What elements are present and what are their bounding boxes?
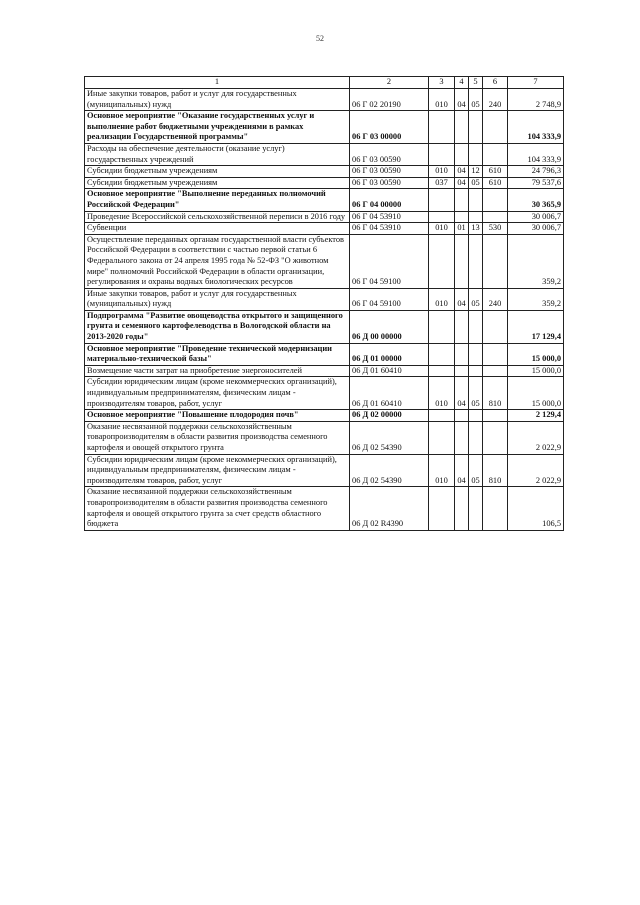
cell-expense-type xyxy=(483,343,508,365)
cell-expense-type xyxy=(483,189,508,211)
cell-target-code: 06 Г 03 00590 xyxy=(350,143,429,165)
cell-target-code: 06 Д 02 54390 xyxy=(350,421,429,454)
cell-target-code: 06 Д 01 00000 xyxy=(350,343,429,365)
table-body xyxy=(85,89,564,531)
cell-name: Осуществление переданных органам государственной власти субъектов Российской Федерации в соответствии с частью первой статьи 6 Федерального закона от 24 апреля 1995 года № 52-ФЗ "О животном мире" полномочий Российской Федерации в области организации, регулирования и охраны водных биологических ресурсов xyxy=(85,234,350,288)
cell-ministry-code xyxy=(429,310,455,343)
cell-section: 04 xyxy=(455,454,469,487)
cell-name: Субсидии бюджетным учреждениям xyxy=(85,166,350,178)
cell-amount: 17 129,4 xyxy=(508,310,564,343)
cell-subsection xyxy=(469,310,483,343)
header-cell-subsection: 5 xyxy=(469,77,483,89)
table-row xyxy=(85,166,564,178)
table-row xyxy=(85,487,564,530)
cell-target-code: 06 Д 01 60410 xyxy=(350,377,429,410)
cell-expense-type xyxy=(483,410,508,422)
cell-expense-type: 610 xyxy=(483,177,508,189)
cell-subsection: 05 xyxy=(469,377,483,410)
header-cell-name: 1 xyxy=(85,77,350,89)
cell-target-code: 06 Г 04 59100 xyxy=(350,234,429,288)
cell-amount: 15 000,0 xyxy=(508,377,564,410)
cell-target-code: 06 Д 02 R4390 xyxy=(350,487,429,530)
cell-section xyxy=(455,343,469,365)
cell-amount: 2 022,9 xyxy=(508,421,564,454)
cell-section xyxy=(455,310,469,343)
cell-section xyxy=(455,143,469,165)
cell-subsection xyxy=(469,365,483,377)
table-row xyxy=(85,111,564,144)
cell-amount: 359,2 xyxy=(508,234,564,288)
cell-subsection: 13 xyxy=(469,223,483,235)
cell-name: Субсидии юридическим лицам (кроме некоммерческих организаций), индивидуальным предпринимателям, физическим лицам - производителям товаров, работ, услуг xyxy=(85,454,350,487)
cell-subsection xyxy=(469,111,483,144)
cell-target-code: 06 Д 01 60410 xyxy=(350,365,429,377)
table-row xyxy=(85,310,564,343)
cell-name: Подпрограмма "Развитие овощеводства открытого и защищенного грунта и семенного картофелеводства в Вологодской области на 2013-2020 годы" xyxy=(85,310,350,343)
header-cell-section: 4 xyxy=(455,77,469,89)
table-row xyxy=(85,454,564,487)
cell-amount: 15 000,0 xyxy=(508,343,564,365)
table-row xyxy=(85,234,564,288)
cell-amount: 15 000,0 xyxy=(508,365,564,377)
cell-expense-type: 810 xyxy=(483,377,508,410)
cell-name: Иные закупки товаров, работ и услуг для государственных (муниципальных) нужд xyxy=(85,288,350,310)
cell-name: Возмещение части затрат на приобретение энергоносителей xyxy=(85,365,350,377)
cell-ministry-code xyxy=(429,487,455,530)
cell-subsection: 05 xyxy=(469,177,483,189)
cell-name: Субвенции xyxy=(85,223,350,235)
cell-expense-type: 530 xyxy=(483,223,508,235)
cell-name: Иные закупки товаров, работ и услуг для государственных (муниципальных) нужд xyxy=(85,89,350,111)
cell-subsection: 05 xyxy=(469,454,483,487)
cell-expense-type xyxy=(483,143,508,165)
cell-expense-type: 240 xyxy=(483,288,508,310)
cell-target-code: 06 Д 02 00000 xyxy=(350,410,429,422)
cell-expense-type xyxy=(483,487,508,530)
table-row xyxy=(85,189,564,211)
cell-ministry-code xyxy=(429,189,455,211)
table-row xyxy=(85,421,564,454)
cell-expense-type xyxy=(483,310,508,343)
page-number: 52 xyxy=(316,34,324,43)
table-row xyxy=(85,377,564,410)
cell-ministry-code: 010 xyxy=(429,288,455,310)
cell-section xyxy=(455,234,469,288)
cell-section xyxy=(455,211,469,223)
cell-subsection: 05 xyxy=(469,288,483,310)
cell-name: Оказание несвязанной поддержки сельскохозяйственным товаропроизводителям в области развития производства семенного картофеля и овощей открытого грунта xyxy=(85,421,350,454)
cell-ministry-code xyxy=(429,410,455,422)
table-row xyxy=(85,343,564,365)
cell-amount: 30 006,7 xyxy=(508,223,564,235)
cell-subsection xyxy=(469,410,483,422)
cell-ministry-code: 010 xyxy=(429,166,455,178)
cell-amount: 106,5 xyxy=(508,487,564,530)
cell-expense-type: 810 xyxy=(483,454,508,487)
cell-amount: 359,2 xyxy=(508,288,564,310)
cell-subsection xyxy=(469,211,483,223)
cell-expense-type: 240 xyxy=(483,89,508,111)
cell-target-code: 06 Г 04 53910 xyxy=(350,211,429,223)
cell-target-code: 06 Г 02 20190 xyxy=(350,89,429,111)
table-row xyxy=(85,89,564,111)
table-row xyxy=(85,410,564,422)
table-row xyxy=(85,143,564,165)
cell-name: Расходы на обеспечение деятельности (оказание услуг) государственных учреждений xyxy=(85,143,350,165)
cell-subsection xyxy=(469,234,483,288)
cell-amount: 79 537,6 xyxy=(508,177,564,189)
cell-section: 04 xyxy=(455,177,469,189)
cell-expense-type xyxy=(483,365,508,377)
cell-target-code: 06 Г 03 00590 xyxy=(350,177,429,189)
table-row xyxy=(85,288,564,310)
cell-target-code: 06 Г 04 53910 xyxy=(350,223,429,235)
cell-subsection: 05 xyxy=(469,89,483,111)
cell-section: 04 xyxy=(455,89,469,111)
cell-section xyxy=(455,410,469,422)
cell-name: Субсидии бюджетным учреждениям xyxy=(85,177,350,189)
cell-ministry-code xyxy=(429,421,455,454)
cell-amount: 2 022,9 xyxy=(508,454,564,487)
cell-expense-type xyxy=(483,211,508,223)
cell-ministry-code: 010 xyxy=(429,89,455,111)
cell-section xyxy=(455,111,469,144)
header-row xyxy=(85,77,564,89)
cell-expense-type xyxy=(483,234,508,288)
cell-ministry-code: 010 xyxy=(429,377,455,410)
cell-section: 01 xyxy=(455,223,469,235)
cell-ministry-code: 037 xyxy=(429,177,455,189)
cell-target-code: 06 Д 02 54390 xyxy=(350,454,429,487)
cell-ministry-code xyxy=(429,111,455,144)
cell-section xyxy=(455,421,469,454)
cell-section: 04 xyxy=(455,288,469,310)
header-cell-ministry: 3 xyxy=(429,77,455,89)
cell-ministry-code xyxy=(429,143,455,165)
cell-section xyxy=(455,487,469,530)
table-row xyxy=(85,211,564,223)
cell-subsection xyxy=(469,421,483,454)
budget-table-container xyxy=(84,76,563,531)
cell-subsection: 12 xyxy=(469,166,483,178)
cell-ministry-code xyxy=(429,234,455,288)
cell-amount: 2 748,9 xyxy=(508,89,564,111)
header-cell-code: 2 xyxy=(350,77,429,89)
cell-target-code: 06 Г 03 00000 xyxy=(350,111,429,144)
cell-name: Оказание несвязанной поддержки сельскохозяйственным товаропроизводителям в области развития производства семенного картофеля и овощей открытого грунта за счет средств областного бюджета xyxy=(85,487,350,530)
cell-target-code: 06 Г 04 59100 xyxy=(350,288,429,310)
cell-section xyxy=(455,189,469,211)
cell-expense-type xyxy=(483,421,508,454)
cell-name: Основное мероприятие "Оказание государственных услуг и выполнение работ бюджетными учреждениями в рамках реализации Государственной программы" xyxy=(85,111,350,144)
header-cell-expense-type: 6 xyxy=(483,77,508,89)
cell-name: Основное мероприятие "Проведение технической модернизации материально-технической базы" xyxy=(85,343,350,365)
cell-name: Субсидии юридическим лицам (кроме некоммерческих организаций), индивидуальным предпринимателям, физическим лицам - производителям товаров, работ, услуг xyxy=(85,377,350,410)
cell-expense-type xyxy=(483,111,508,144)
cell-ministry-code: 010 xyxy=(429,223,455,235)
cell-expense-type: 610 xyxy=(483,166,508,178)
cell-name: Проведение Всероссийской сельскохозяйственной переписи в 2016 году xyxy=(85,211,350,223)
cell-amount: 24 796,3 xyxy=(508,166,564,178)
header-cell-amount: 7 xyxy=(508,77,564,89)
cell-subsection xyxy=(469,143,483,165)
cell-ministry-code xyxy=(429,343,455,365)
cell-section: 04 xyxy=(455,377,469,410)
cell-amount: 104 333,9 xyxy=(508,143,564,165)
cell-section xyxy=(455,365,469,377)
cell-amount: 104 333,9 xyxy=(508,111,564,144)
cell-ministry-code xyxy=(429,365,455,377)
cell-target-code: 06 Г 04 00000 xyxy=(350,189,429,211)
cell-target-code: 06 Г 03 00590 xyxy=(350,166,429,178)
cell-section: 04 xyxy=(455,166,469,178)
cell-target-code: 06 Д 00 00000 xyxy=(350,310,429,343)
table-row xyxy=(85,365,564,377)
cell-amount: 30 006,7 xyxy=(508,211,564,223)
cell-amount: 2 129,4 xyxy=(508,410,564,422)
cell-subsection xyxy=(469,189,483,211)
cell-ministry-code xyxy=(429,211,455,223)
cell-subsection xyxy=(469,343,483,365)
cell-subsection xyxy=(469,487,483,530)
budget-table xyxy=(84,76,564,531)
table-row xyxy=(85,177,564,189)
cell-amount: 30 365,9 xyxy=(508,189,564,211)
table-row xyxy=(85,223,564,235)
cell-name: Основное мероприятие "Повышение плодородия почв" xyxy=(85,410,350,422)
cell-name: Основное мероприятие "Выполнение переданных полномочий Российской Федерации" xyxy=(85,189,350,211)
cell-ministry-code: 010 xyxy=(429,454,455,487)
